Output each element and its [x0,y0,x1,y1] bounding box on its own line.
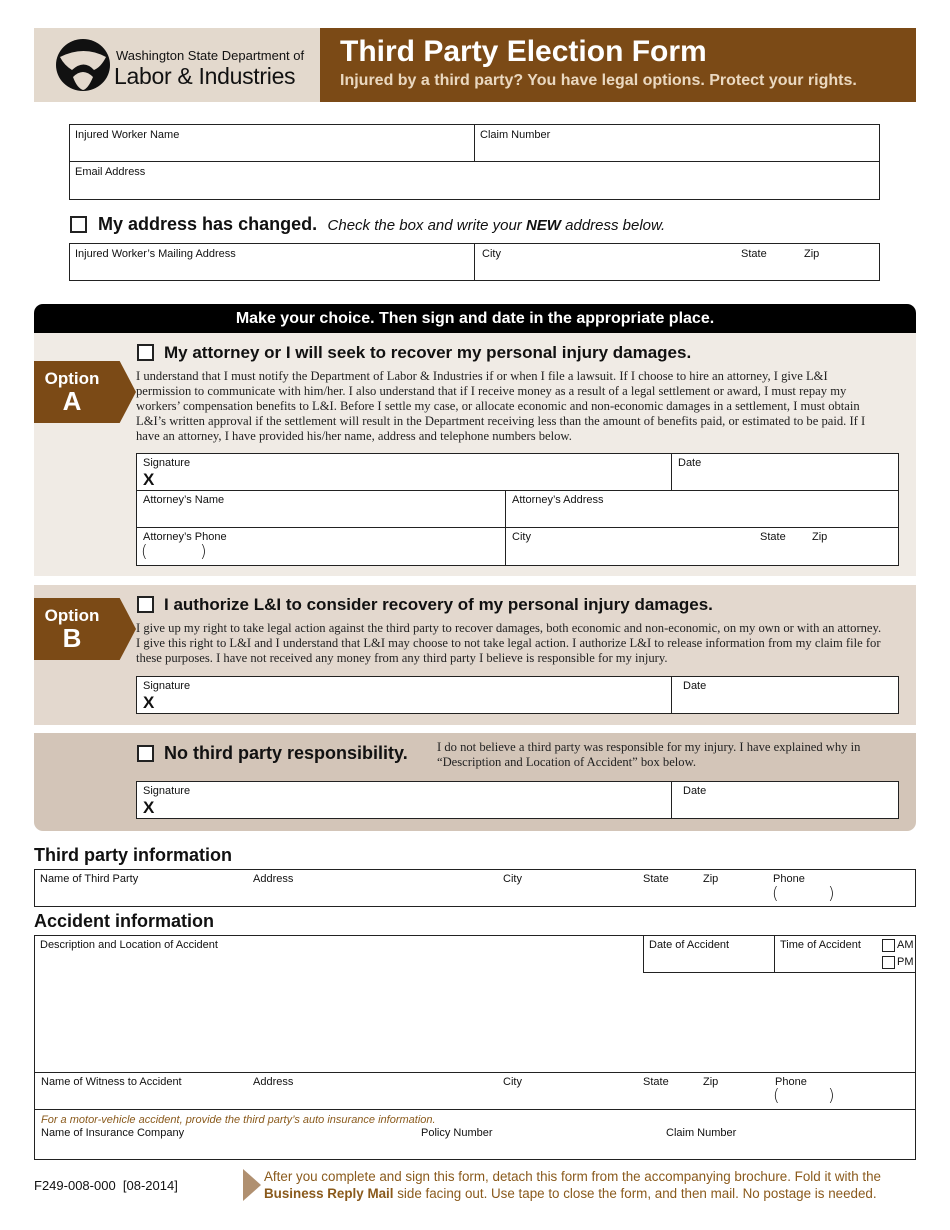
third-party-name-label: Name of Third Party [40,873,139,885]
option-b-letter: B [62,623,82,653]
attorney-phone-paren-open: ( [141,542,148,562]
address-changed-lead: My address has changed. [98,214,318,234]
option-c-x-mark: X [143,798,155,817]
option-b-text: I give up my right to take legal action against the third party to recover damages, both economic and non-economic, on my own or with an attorney. I give this right to L&I and I understand that L&I may choose to not take legal action. I authorize L&I to release information from my claim file for these purposes. I have not received any money from any third party I believe is responsible for my injury. [136,621,882,665]
worker-name-label: Injured Worker Name [75,129,180,141]
attorney-zip-label: Zip [812,531,828,543]
email-label: Email Address [75,166,146,178]
li-logo-icon [54,37,114,93]
arrow-right-icon [243,1169,261,1201]
option-b-x-mark: X [143,693,155,712]
accident-description-label: Description and Location of Accident [40,939,218,951]
accident-time-label: Time of Accident [780,939,861,951]
address-instr-new: NEW [525,217,561,234]
option-c-date-label: Date [683,785,707,797]
attorney-address-label: Attorney’s Address [512,494,604,506]
accident-date-label: Date of Accident [649,939,730,951]
option-c-text: I do not believe a third party was responsible for my injury. I have explained why in “Description and Location of Accident” box below. [437,740,861,769]
option-a-signature-field[interactable] [137,454,671,490]
accident-description-field[interactable] [35,936,642,1071]
option-a-x-mark: X [143,470,155,489]
attorney-city-field[interactable] [506,528,898,565]
witness-address-label: Address [253,1076,294,1088]
insurance-claim-label: Claim Number [666,1127,737,1139]
form-number: F249-008-000 [08-2014] [34,1178,178,1193]
mailing-zip-label: Zip [804,248,820,260]
option-a-title: My attorney or I will seek to recover my personal injury damages. [164,343,692,362]
address-changed-checkbox[interactable] [70,216,87,233]
address-changed-text [98,214,665,235]
mailing-state-label: State [741,248,767,260]
address-instr-post: address below. [560,217,666,234]
option-a-letter: A [62,386,82,416]
attorney-city-label: City [512,531,531,543]
option-b-signature-label: Signature [143,680,191,692]
third-party-heading: Third party information [34,845,232,865]
third-party-paren-close: ) [828,884,835,904]
mailing-address-label: Injured Worker’s Mailing Address [75,248,236,260]
motor-vehicle-note: For a motor-vehicle accident, provide the third party’s auto insurance information. [41,1114,436,1126]
option-b-word: Option [44,606,100,625]
witness-city-label: City [503,1076,522,1088]
option-a-date-field[interactable] [672,454,898,490]
pm-checkbox[interactable] [882,956,895,969]
third-party-zip-label: Zip [703,873,719,885]
option-c-checkbox[interactable] [137,745,154,762]
attorney-phone-label: Attorney’s Phone [143,531,227,543]
option-a-date-label: Date [678,457,702,469]
option-a-text: I understand that I must notify the Department of Labor & Industries if or when I file a lawsuit. If I choose to hire an attorney, I give L&I permission to communicate with him/her. I also understand that if I receive money as a result of a legal settlement or award, I must repay my workers’ compensation benefits to L&I. Before I settle my case, or allocate economic and non-economic damages in a settlement, I must obtain L&I’s written approval if the settlement will result in the Department receiving less than the amount of benefits paid, or estimated to be paid. If I have an attorney, I have provided his/her name, address and telephone numbers below. [136,369,866,443]
witness-paren-open: ( [773,1086,780,1106]
address-instr-pre: Check the box and write your [327,217,526,234]
option-a-word: Option [44,369,100,388]
third-party-address-label: Address [253,873,294,885]
claim-number-label: Claim Number [480,129,551,141]
option-b-title: I authorize L&I to consider recovery of my personal injury damages. [164,595,713,614]
pm-label: PM [897,956,914,968]
accident-heading: Accident information [34,911,215,931]
am-label: AM [897,939,914,951]
witness-name-label: Name of Witness to Accident [41,1076,182,1088]
witness-state-label: State [643,1076,669,1088]
witness-phone-label: Phone [775,1076,807,1088]
third-party-state-label: State [643,873,669,885]
footer-instr-pre: After you complete and sign this form, detach this form from the accompanying brochure. Fold it with the [264,1169,882,1184]
option-b-signature-field[interactable] [137,677,671,713]
attorney-name-label: Attorney’s Name [143,494,225,506]
form-subtitle: Injured by a third party? You have legal options. Protect your rights. [340,72,857,89]
option-a-checkbox[interactable] [137,344,154,361]
third-party-paren-open: ( [772,884,779,904]
option-c-signature-field[interactable] [137,782,671,818]
footer-instructions [264,1168,924,1202]
option-c-title: No third party responsibility. [164,743,408,763]
option-b-date-label: Date [683,680,707,692]
form-title: Third Party Election Form [340,35,707,68]
insurance-company-label: Name of Insurance Company [41,1127,185,1139]
policy-number-label: Policy Number [421,1127,493,1139]
option-b-checkbox[interactable] [137,596,154,613]
third-party-city-label: City [503,873,522,885]
choice-banner-text: Make your choice. Then sign and date in the appropriate place. [235,310,715,327]
agency-line1: Washington State Department of [116,48,305,63]
witness-paren-close: ) [828,1086,835,1106]
footer-instr-post: side facing out. Use tape to close the form, and then mail. No postage is needed. [393,1186,877,1201]
agency-line2: Labor & Industries [114,63,296,89]
option-c-signature-label: Signature [143,785,191,797]
witness-zip-label: Zip [703,1076,719,1088]
email-field[interactable] [70,162,879,199]
option-a-signature-label: Signature [143,457,191,469]
am-checkbox[interactable] [882,939,895,952]
footer-instr-bold: Business Reply Mail [264,1186,394,1201]
mailing-city-label: City [482,248,501,260]
attorney-state-label: State [760,531,786,543]
attorney-phone-paren-close: ) [200,542,207,562]
third-party-phone-label: Phone [773,873,805,885]
